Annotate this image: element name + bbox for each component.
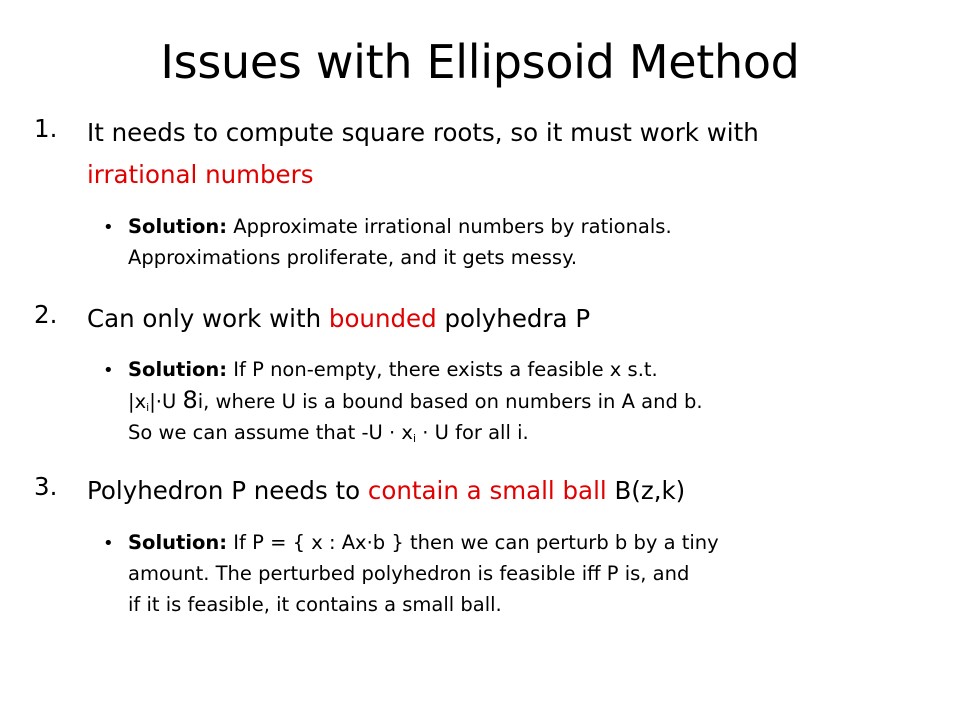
item-1-highlight: irrational numbers — [87, 160, 314, 189]
item-2-line2-8: 8 — [182, 386, 198, 414]
item-1-solution-line2: Approximations proliferate, and it gets messy. — [128, 246, 578, 269]
item-2-solution-label: Solution: — [128, 358, 228, 381]
item-2-number: 2. — [34, 300, 58, 329]
item-1-text-before: It needs to compute square roots, so it must work with — [87, 118, 759, 147]
item-3-bullet: • — [103, 533, 114, 554]
item-2-line2-sub: i — [146, 401, 150, 414]
item-2-line2-b: |·U — [149, 390, 183, 413]
item-3-solution-line1: If P = { x : Ax·b } then we can perturb b by a tiny — [227, 531, 719, 554]
item-3-number: 3. — [34, 472, 58, 501]
item-2-line3-a: So we can assume that -U · x — [128, 421, 413, 444]
item-2-line3-sub: i — [412, 432, 417, 445]
item-2-text-after: polyhedra P — [436, 304, 591, 333]
item-2-bullet: • — [103, 360, 114, 381]
item-2-line2-c: i, where U is a bound based on numbers in A and b. — [197, 390, 703, 413]
item-1-solution-line1: Approximate irrational numbers by rationals. — [227, 215, 672, 238]
item-1-number: 1. — [34, 114, 58, 143]
item-3-text-after: B(z,k) — [606, 476, 686, 505]
item-2-highlight: bounded — [328, 304, 437, 333]
item-1-bullet: • — [103, 217, 114, 238]
item-3-solution-line3: if it is feasible, it contains a small ball. — [128, 593, 502, 616]
item-2-solution — [128, 354, 928, 448]
item-3-text-before: Polyhedron P needs to — [87, 476, 368, 505]
item-2-text — [87, 298, 927, 340]
item-2-solution-line1: If P non-empty, there exists a feasible x s.t. — [227, 358, 658, 381]
item-3-highlight: contain a small ball — [367, 476, 607, 505]
item-3-solution-label: Solution: — [128, 531, 228, 554]
item-1-text — [87, 112, 927, 196]
item-1-solution — [128, 211, 928, 273]
item-3-solution-line2: amount. The perturbed polyhedron is feasible iff P is, and — [128, 562, 690, 585]
item-2-line3-b: · U for all i. — [416, 421, 529, 444]
slide-title: Issues with Ellipsoid Method — [160, 35, 800, 89]
item-3-solution — [128, 527, 928, 620]
item-2-line2-a: |x — [128, 390, 147, 413]
item-1-solution-label: Solution: — [128, 215, 228, 238]
item-2-text-before: Can only work with — [87, 304, 329, 333]
item-3-text — [87, 470, 927, 512]
